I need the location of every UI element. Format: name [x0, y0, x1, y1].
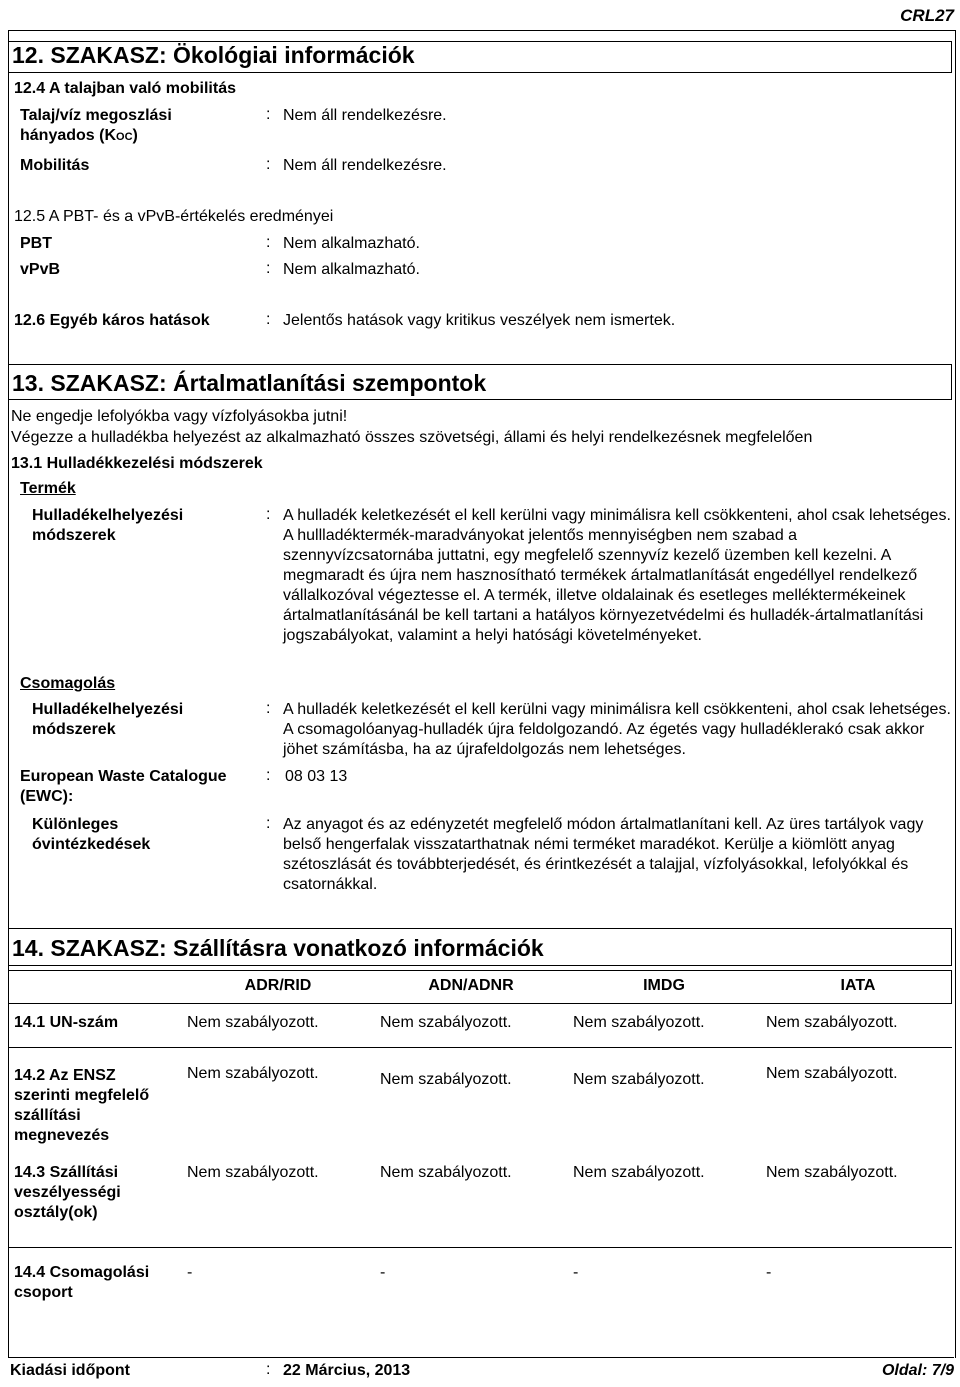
page-number: Oldal: 7/9 [881, 1362, 954, 1379]
table-cell: Nem szabályozott. [187, 1014, 319, 1031]
colon: : [266, 156, 271, 173]
koc-label-line1: Talaj/víz megoszlási [20, 107, 172, 124]
section-12-title: 12. SZAKASZ: Ökológiai információk [8, 41, 952, 73]
special-precautions-text: Az anyagot és az edényzetét megfelelő módon ártalmatlanítani kell. Az üres tartályok vagy belső hengerfalak visszatarthatnak némi terméket maradékot. Kerülje a kiömlött anyag szétoszlását és továbbterjedését, és érintkezését a talajjal, vízfolyásokkal, lefolyókkal és csatornákkal. [283, 816, 924, 893]
vpvb-value: Nem alkalmazható. [283, 261, 420, 278]
heading-12-6-value: Jelentős hatások vagy kritikus veszélyek nem ismertek. [283, 312, 676, 329]
document-code: CRL27 [900, 6, 954, 25]
section-13-line2: Végezze a hulladékba helyezést az alkalmazható összes szövetségi, állami és helyi rendelkezésnek megfelelően [11, 429, 813, 446]
colon: : [266, 311, 271, 328]
product-method-text: A hulladék keletkezését el kell kerülni vagy minimálisra kell csökkenteni, ahol csak lehetséges. A hullladéktermék-maradványokat jelentős mennyiségben nem szabad a szennyvízcsatornába juttatni, egy megfelelő szennyvíz kezelő üzemben kell kezelni. A megmaradt és újra nem hasznosítható termékek ártalmatlanítását engedéllyel rendelkező vállalkozóval végeztesse el. A termék, illetve oldalainak és esetleges melléktermékeinek ártalmatlanításánál be kell tartani a hatályos környezetvédelmi és hulladék-ártalmatlanítási jogszabályokat, valamint a helyi hatósági követelményeket. [283, 507, 951, 644]
heading-13-1: 13.1 Hulladékkezelési módszerek [11, 455, 263, 472]
ewc-label: European Waste Catalogue (EWC): [20, 768, 227, 805]
pbt-label: PBT [20, 235, 52, 252]
product-method-label: Hulladékelhelyezési módszerek [32, 507, 184, 544]
column-header: IMDG [643, 977, 685, 994]
special-precautions-label: Különleges óvintézkedések [32, 816, 151, 853]
packaging-heading: Csomagolás [20, 675, 116, 692]
table-cell: Nem szabályozott. [380, 1071, 512, 1088]
mobility-label: Mobilitás [20, 157, 90, 174]
table-cell: Nem szabályozott. [187, 1065, 319, 1082]
table-cell: Nem szabályozott. [766, 1014, 898, 1031]
table-cell: Nem szabályozott. [380, 1164, 512, 1181]
table-cell: Nem szabályozott. [187, 1164, 319, 1181]
table-cell: - [187, 1264, 193, 1281]
row-divider [8, 1247, 952, 1248]
table-cell: Nem szabályozott. [573, 1164, 705, 1181]
table-cell: Nem szabályozott. [573, 1071, 705, 1088]
product-heading: Termék [20, 480, 76, 497]
colon: : [266, 1361, 271, 1378]
row-label-un-number: 14.1 UN-szám [14, 1014, 119, 1031]
row-label-proper-shipping-name: 14.2 Az ENSZ szerinti megfelelő szállítási megnevezés [14, 1067, 150, 1144]
row-divider [8, 1047, 952, 1048]
section-13-line1: Ne engedje lefolyókba vagy vízfolyásokba jutni! [11, 408, 348, 425]
row-label-packing-group: 14.4 Csomagolási csoport [14, 1264, 150, 1301]
heading-12-5: 12.5 A PBT- és a vPvB-értékelés eredményei [14, 208, 334, 225]
table-cell: Nem szabályozott. [766, 1065, 898, 1082]
heading-12-4: 12.4 A talajban való mobilitás [14, 80, 236, 97]
colon: : [266, 506, 271, 523]
issue-date-label: Kiadási időpont [10, 1362, 130, 1379]
colon: : [266, 815, 271, 832]
mobility-value: Nem áll rendelkezésre. [283, 157, 447, 174]
page-frame [8, 30, 956, 1358]
colon: : [266, 767, 271, 784]
koc-label-line2: hányados (KOC) [20, 127, 138, 144]
row-label-hazard-class: 14.3 Szállítási veszélyességi osztály(ok) [14, 1164, 121, 1221]
colon: : [266, 260, 271, 277]
table-cell: Nem szabályozott. [380, 1014, 512, 1031]
table-cell: - [380, 1264, 386, 1281]
issue-date-value: 22 Március, 2013 [283, 1362, 411, 1379]
heading-12-6: 12.6 Egyéb káros hatások [14, 312, 210, 329]
colon: : [266, 234, 271, 251]
colon: : [266, 700, 271, 717]
column-header: ADR/RID [244, 977, 312, 994]
section-14-title: 14. SZAKASZ: Szállításra vonatkozó információk [8, 928, 952, 966]
koc-value: Nem áll rendelkezésre. [283, 107, 447, 124]
ewc-value: 08 03 13 [285, 768, 348, 785]
packaging-method-text: A hulladék keletkezését el kell kerülni vagy minimálisra kell csökkenteni, ahol csak lehetséges. A csomagolóanyag-hulladék újra feldolgozandó. Az égetés vagy hulladéklerakó csak akkor jöhet számításba, ha az újrafeldolgozás nem lehetséges. [283, 701, 951, 758]
vpvb-label: vPvB [20, 261, 61, 278]
column-header: IATA [840, 977, 876, 994]
column-header: ADN/ADNR [428, 977, 514, 994]
table-cell: - [573, 1264, 579, 1281]
colon: : [266, 106, 271, 123]
table-cell: - [766, 1264, 772, 1281]
table-cell: Nem szabályozott. [573, 1014, 705, 1031]
footer-divider [8, 1357, 954, 1358]
pbt-value: Nem alkalmazható. [283, 235, 420, 252]
packaging-method-label: Hulladékelhelyezési módszerek [32, 701, 184, 738]
section-13-title: 13. SZAKASZ: Ártalmatlanítási szempontok [8, 364, 952, 400]
table-cell: Nem szabályozott. [766, 1164, 898, 1181]
